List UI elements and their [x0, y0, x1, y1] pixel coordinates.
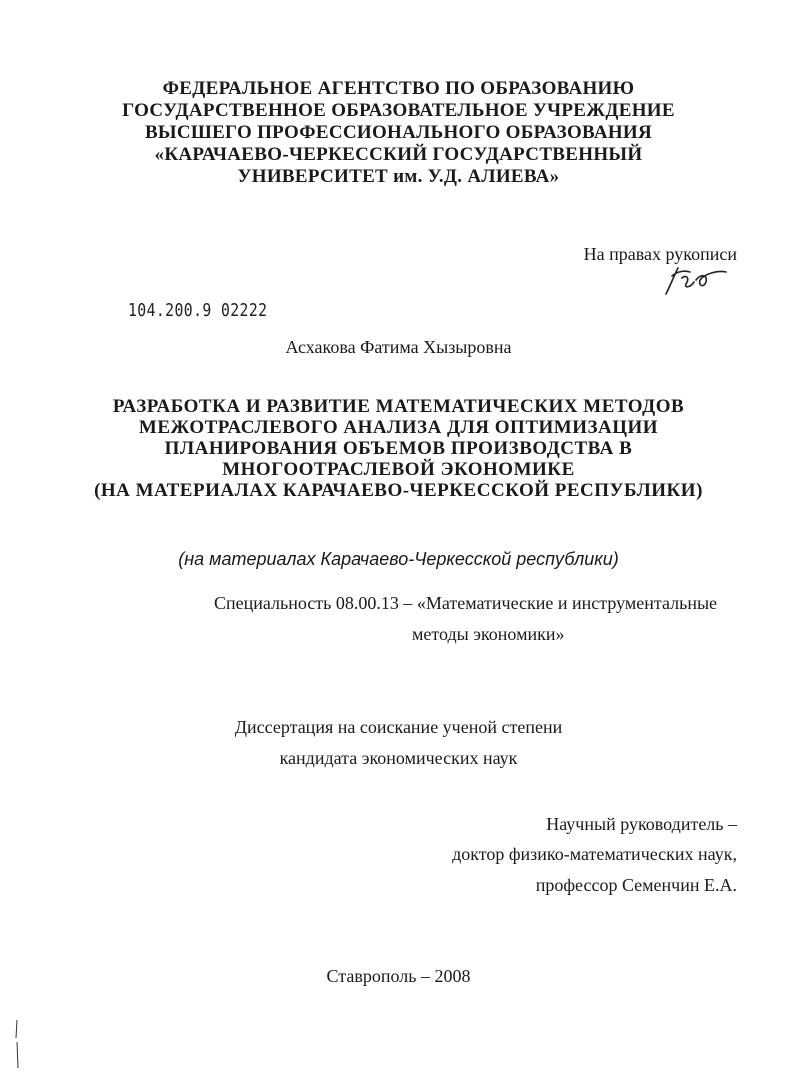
- title-line: МЕЖОТРАСЛЕВОГО АНАЛИЗА ДЛЯ ОПТИМИЗАЦИИ: [138, 417, 659, 438]
- city-year: Ставрополь – 2008: [326, 966, 471, 986]
- institution-header: [0, 78, 797, 188]
- registration-number: 104.200.9 02222: [128, 300, 268, 321]
- dissertation-degree-line-1: Диссертация на соискание ученой степени: [234, 717, 563, 737]
- title-line: ПЛАНИРОВАНИЯ ОБЪЕМОВ ПРОИЗВОДСТВА В: [164, 438, 633, 459]
- dissertation-title: [0, 396, 797, 501]
- title-line: РАЗРАБОТКА И РАЗВИТИЕ МАТЕМАТИЧЕСКИХ МЕТОДОВ: [112, 396, 685, 417]
- handwritten-signature: [660, 264, 730, 298]
- specialty-line-2: методы экономики»: [412, 624, 565, 644]
- specialty-line-1: Специальность 08.00.13 – «Математические и инструментальные: [214, 593, 718, 613]
- author-name: Асхакова Фатима Хызыровна: [285, 337, 512, 357]
- header-line: ВЫСШЕГО ПРОФЕССИОНАЛЬНОГО ОБРАЗОВАНИЯ: [144, 122, 653, 143]
- header-line: ГОСУДАРСТВЕННОЕ ОБРАЗОВАТЕЛЬНОЕ УЧРЕЖДЕНИЕ: [122, 100, 675, 121]
- subtitle: (на материалах Карачаево-Черкесской республики): [178, 549, 619, 569]
- supervisor-degree: доктор физико-математических наук,: [452, 844, 737, 864]
- supervisor-label: Научный руководитель –: [546, 814, 737, 834]
- dissertation-degree-line-2: кандидата экономических наук: [279, 748, 518, 768]
- title-line: МНОГООТРАСЛЕВОЙ ЭКОНОМИКЕ: [222, 459, 575, 480]
- header-line: УНИВЕРСИТЕТ им. У.Д. АЛИЕВА»: [237, 166, 560, 187]
- header-line: ФЕДЕРАЛЬНОЕ АГЕНТСТВО ПО ОБРАЗОВАНИЮ: [162, 78, 635, 99]
- manuscript-rights: На правах рукописи: [583, 244, 737, 264]
- title-line: (НА МАТЕРИАЛАХ КАРАЧАЕВО-ЧЕРКЕССКОЙ РЕСПУБЛИКИ): [94, 480, 703, 501]
- supervisor-name: профессор Семенчин Е.А.: [535, 875, 737, 895]
- scan-margin-mark: [14, 1020, 20, 1070]
- header-line: «КАРАЧАЕВО-ЧЕРКЕССКИЙ ГОСУДАРСТВЕННЫЙ: [154, 144, 643, 165]
